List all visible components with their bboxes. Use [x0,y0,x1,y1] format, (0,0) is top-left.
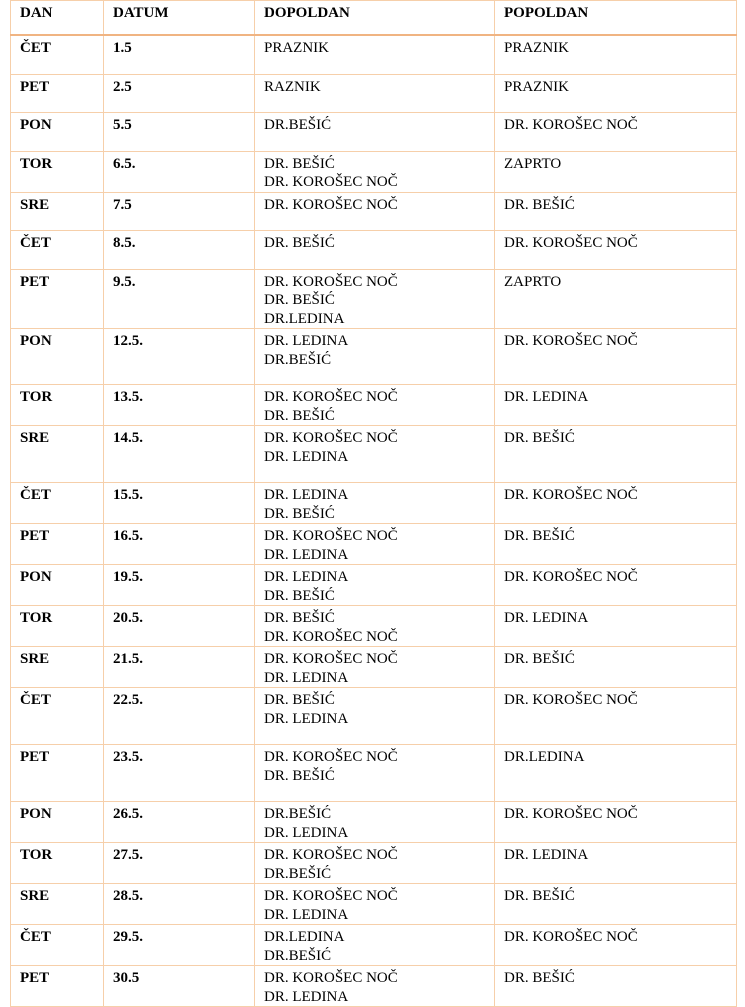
morning-cell [255,112,495,151]
table-row [11,843,737,884]
doctor-name: DR. KOROŠEC NOČ [264,970,398,986]
afternoon-cell [495,329,737,385]
morning-cell [255,606,495,647]
afternoon-cell [495,192,737,230]
doctor-name: DR.BEŠIĆ [264,865,332,882]
morning-cell [255,269,495,329]
day-cell: PON [11,565,104,606]
morning-cell [255,74,495,112]
day-cell: PON [11,802,104,843]
doctor-name: DR. LEDINA [264,710,349,727]
date-cell: 12.5. [104,329,255,385]
header-row [11,1,737,36]
table-row [11,647,737,688]
doctor-name: DR. BEŠIĆ [264,610,335,626]
table-row [11,35,737,74]
afternoon-cell [495,483,737,524]
table-row [11,524,737,565]
doctor-name: DR. KOROŠEC NOČ [264,528,398,544]
doctor-name: PRAZNIK [504,40,570,56]
doctor-name: DR. KOROŠEC NOČ [264,196,398,213]
day-cell: ČET [11,483,104,524]
morning-cell [255,925,495,966]
day-cell: TOR [11,843,104,884]
day-cell: PON [11,329,104,385]
date-cell: 28.5. [104,884,255,925]
doctor-name: DR. BEŠIĆ [264,292,335,308]
doctor-name: DR.LEDINA [504,749,585,765]
date-cell: 30.5 [104,966,255,1007]
date-cell: 29.5. [104,925,255,966]
afternoon-cell [495,112,737,151]
date-cell: 7.5 [104,192,255,230]
doctor-name: DR. LEDINA [264,824,349,841]
table-row [11,385,737,426]
afternoon-cell [495,35,737,74]
morning-cell [255,426,495,483]
doctor-name: DR. KOROŠEC NOČ [504,929,638,945]
morning-cell [255,192,495,230]
afternoon-cell [495,688,737,745]
doctor-name: DR. BEŠIĆ [504,430,575,446]
doctor-name: DR. LEDINA [504,847,589,863]
date-cell: 20.5. [104,606,255,647]
doctor-name: DR. KOROŠEC NOČ [504,806,638,822]
day-cell: PON [11,112,104,151]
doctor-name: DR. KOROŠEC NOČ [264,628,398,645]
afternoon-cell [495,230,737,269]
doctor-name: DR. BEŠIĆ [264,234,335,251]
date-cell: 13.5. [104,385,255,426]
doctor-name: DR. BEŠIĆ [264,692,335,708]
day-cell: SRE [11,426,104,483]
header-datum: DATUM [104,1,255,36]
schedule-table [10,0,737,1007]
schedule-body [11,35,737,1007]
morning-cell [255,483,495,524]
table-row [11,884,737,925]
morning-cell [255,884,495,925]
day-cell: ČET [11,688,104,745]
doctor-name: DR. KOROŠEC NOČ [264,430,398,446]
afternoon-cell [495,606,737,647]
doctor-name: DR. BEŠIĆ [504,528,575,544]
day-cell: SRE [11,192,104,230]
table-row [11,565,737,606]
afternoon-cell [495,269,737,329]
doctor-name: DR. LEDINA [264,448,349,465]
morning-cell [255,802,495,843]
day-cell: PET [11,966,104,1007]
morning-cell [255,329,495,385]
date-cell: 1.5 [104,35,255,74]
afternoon-cell [495,843,737,884]
day-cell: ČET [11,230,104,269]
doctor-name: DR. BEŠIĆ [264,587,335,604]
date-cell: 27.5. [104,843,255,884]
day-cell: PET [11,269,104,329]
date-cell: 22.5. [104,688,255,745]
doctor-name: ZAPRTO [504,273,562,290]
doctor-name: DR. KOROŠEC NOČ [504,569,638,585]
header-popoldan: POPOLDAN [495,1,737,36]
table-row [11,329,737,385]
date-cell: 6.5. [104,151,255,192]
morning-cell [255,385,495,426]
morning-cell [255,966,495,1007]
doctor-name: DR. KOROŠEC NOČ [264,273,398,290]
table-row [11,745,737,802]
doctor-name: DR.BEŠIĆ [264,116,332,133]
doctor-name: DR. KOROŠEC NOČ [264,888,398,904]
date-cell: 14.5. [104,426,255,483]
day-cell: ČET [11,925,104,966]
table-row [11,925,737,966]
date-cell: 2.5 [104,74,255,112]
doctor-name: DR. BEŠIĆ [264,767,335,784]
doctor-name: DR. BEŠIĆ [264,155,335,172]
morning-cell [255,524,495,565]
day-cell: TOR [11,385,104,426]
date-cell: 21.5. [104,647,255,688]
doctor-name: DR. LEDINA [264,988,349,1005]
doctor-name: DR. BEŠIĆ [504,196,575,213]
doctor-name: DR. BEŠIĆ [504,888,575,904]
table-row [11,74,737,112]
date-cell: 8.5. [104,230,255,269]
afternoon-cell [495,565,737,606]
afternoon-cell [495,385,737,426]
doctor-name: PRAZNIK [504,78,570,95]
doctor-name: DR. KOROŠEC NOČ [264,389,398,405]
doctor-name: DR. LEDINA [264,669,349,686]
date-cell: 16.5. [104,524,255,565]
day-cell: ČET [11,35,104,74]
date-cell: 19.5. [104,565,255,606]
morning-cell [255,35,495,74]
header-dopoldan: DOPOLDAN [255,1,495,36]
table-row [11,966,737,1007]
table-row [11,802,737,843]
table-row [11,483,737,524]
table-row [11,230,737,269]
doctor-name: PRAZNIK [264,40,330,56]
doctor-name: DR. KOROŠEC NOČ [264,174,398,190]
doctor-name: DR. KOROŠEC NOČ [264,651,398,667]
doctor-name: DR. LEDINA [264,569,349,585]
doctor-name: DR. BEŠIĆ [264,505,335,522]
table-row [11,606,737,647]
date-cell: 15.5. [104,483,255,524]
morning-cell [255,843,495,884]
date-cell: 9.5. [104,269,255,329]
day-cell: PET [11,745,104,802]
doctor-name: DR. LEDINA [264,546,349,563]
doctor-name: DR. LEDINA [504,389,589,405]
day-cell: TOR [11,606,104,647]
doctor-name: DR. KOROŠEC NOČ [264,749,398,765]
doctor-name: DR.BEŠIĆ [264,806,332,822]
day-cell: PET [11,74,104,112]
afternoon-cell [495,884,737,925]
doctor-name: DR.LEDINA [264,929,345,945]
afternoon-cell [495,925,737,966]
table-row [11,688,737,745]
doctor-name: DR. BEŠIĆ [504,970,575,986]
table-row [11,192,737,230]
date-cell: 26.5. [104,802,255,843]
doctor-name: DR. KOROŠEC NOČ [504,692,638,708]
doctor-name: DR. LEDINA [264,333,349,349]
afternoon-cell [495,745,737,802]
table-row [11,426,737,483]
afternoon-cell [495,74,737,112]
morning-cell [255,230,495,269]
doctor-name: ZAPRTO [504,155,562,172]
afternoon-cell [495,426,737,483]
doctor-name: DR. LEDINA [264,487,349,503]
doctor-name: DR. LEDINA [504,610,589,626]
doctor-name: DR.LEDINA [264,310,345,327]
day-cell: SRE [11,647,104,688]
table-row [11,269,737,329]
doctor-name: DR. BEŠIĆ [504,651,575,667]
afternoon-cell [495,802,737,843]
afternoon-cell [495,151,737,192]
morning-cell [255,151,495,192]
doctor-name: DR. LEDINA [264,906,349,923]
morning-cell [255,688,495,745]
afternoon-cell [495,647,737,688]
afternoon-cell [495,966,737,1007]
header-dan: DAN [11,1,104,36]
doctor-name: DR. BEŠIĆ [264,407,335,424]
doctor-name: DR. KOROŠEC NOČ [264,847,398,863]
table-row [11,112,737,151]
doctor-name: DR.BEŠIĆ [264,351,332,368]
day-cell: PET [11,524,104,565]
day-cell: TOR [11,151,104,192]
table-row [11,151,737,192]
date-cell: 23.5. [104,745,255,802]
morning-cell [255,745,495,802]
afternoon-cell [495,524,737,565]
doctor-name: DR. KOROŠEC NOČ [504,234,638,251]
day-cell: SRE [11,884,104,925]
date-cell: 5.5 [104,112,255,151]
doctor-name: DR.BEŠIĆ [264,947,332,964]
doctor-name: DR. KOROŠEC NOČ [504,487,638,503]
doctor-name: DR. KOROŠEC NOČ [504,333,638,349]
doctor-name: RAZNIK [264,78,321,95]
doctor-name: DR. KOROŠEC NOČ [504,116,638,133]
morning-cell [255,565,495,606]
morning-cell [255,647,495,688]
